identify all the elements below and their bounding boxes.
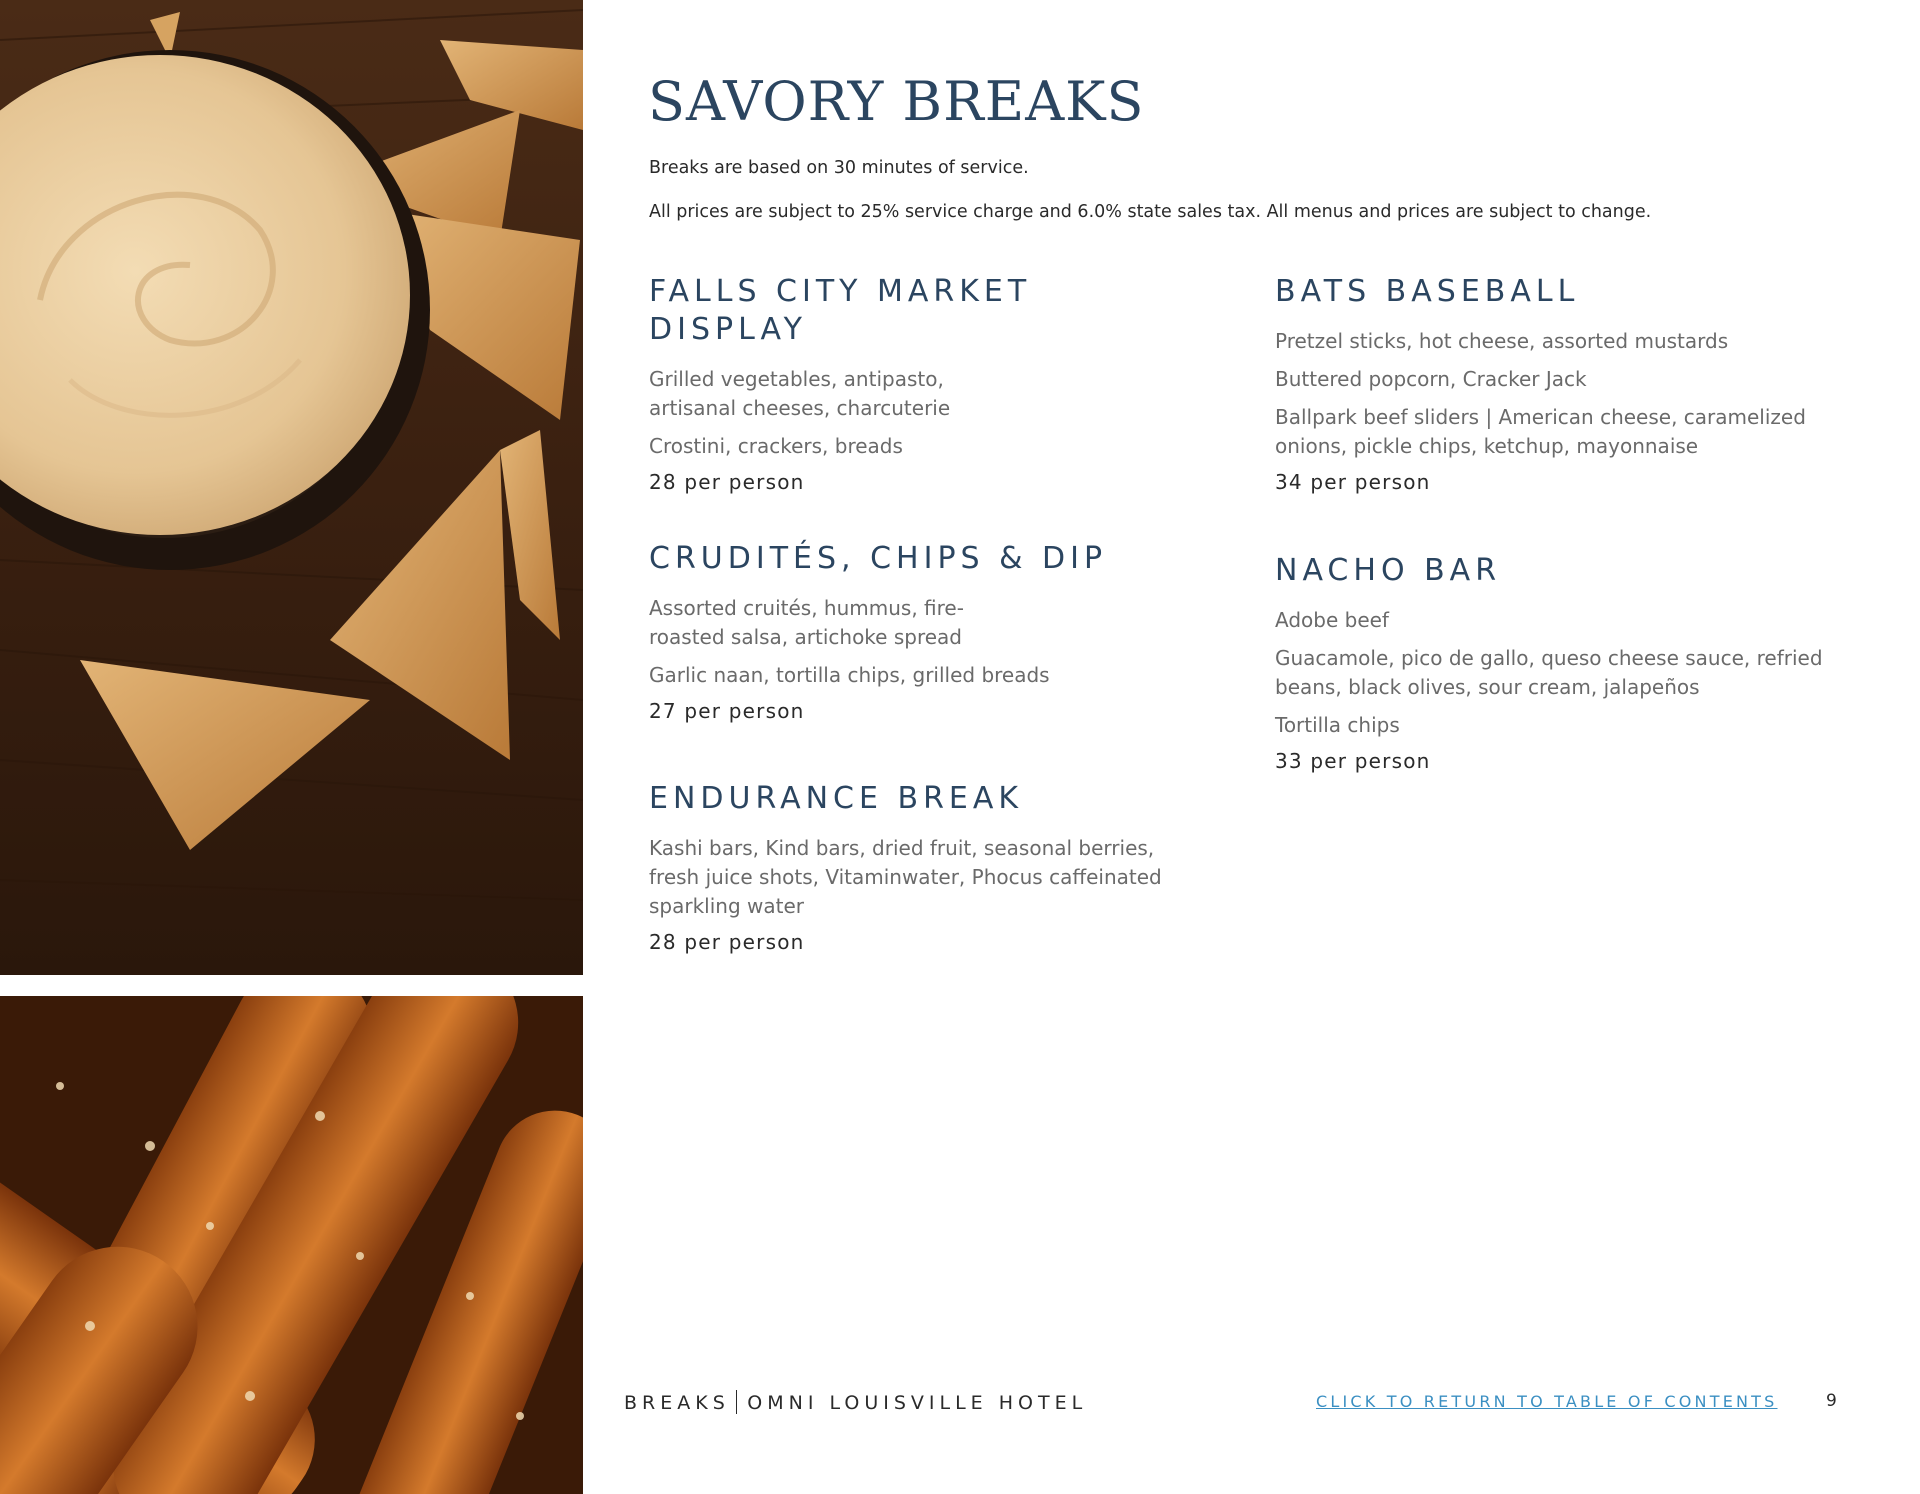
section-title: ENDURANCE BREAK: [649, 781, 1024, 816]
menu-item: Grilled vegetables, antipasto, artisanal cheeses, charcuterie: [649, 367, 951, 420]
price: 28 per person: [649, 930, 805, 954]
pretzels-photo-illustration: [0, 996, 583, 1494]
menu-section-crudites: [649, 540, 1209, 723]
service-note: Breaks are based on 30 minutes of service.: [649, 158, 1029, 178]
menu-item: Adobe beef: [1275, 608, 1389, 632]
menu-section-endurance: [649, 780, 1209, 954]
footer-hotel: OMNI LOUISVILLE HOTEL: [747, 1392, 1088, 1414]
section-title: CRUDITÉS, CHIPS & DIP: [649, 541, 1108, 576]
page-number: 9: [1826, 1391, 1837, 1411]
pretzels-photo: [0, 996, 583, 1494]
section-title: BATS BASEBALL: [1275, 274, 1580, 309]
footer-section: BREAKS: [624, 1392, 730, 1414]
footer-divider: [736, 1390, 738, 1414]
section-title: NACHO BAR: [1275, 553, 1502, 588]
menu-section-bats-baseball: [1275, 273, 1835, 494]
section-title: FALLS CITY MARKET DISPLAY: [649, 274, 1032, 347]
menu-item: Assorted cruités, hummus, fire-roasted salsa, artichoke spread: [649, 596, 964, 649]
hummus-photo: [0, 0, 583, 975]
footer-label: [624, 1390, 1087, 1414]
price: 34 per person: [1275, 470, 1431, 494]
menu-item: Ballpark beef sliders | American cheese, caramelized onions, pickle chips, ketchup, mayonnaise: [1275, 405, 1806, 458]
menu-item: Pretzel sticks, hot cheese, assorted mustards: [1275, 329, 1729, 353]
price: 27 per person: [649, 699, 805, 723]
menu-section-falls-city: [649, 273, 1209, 494]
menu-item: Tortilla chips: [1275, 713, 1400, 737]
menu-item: Guacamole, pico de gallo, queso cheese sauce, refried beans, black olives, sour cream, jalapeños: [1275, 646, 1823, 699]
page-title: SAVORY BREAKS: [648, 70, 1145, 133]
menu-item: Crostini, crackers, breads: [649, 434, 903, 458]
menu-item: Garlic naan, tortilla chips, grilled breads: [649, 663, 1050, 687]
table-of-contents-link[interactable]: CLICK TO RETURN TO TABLE OF CONTENTS: [1316, 1392, 1778, 1411]
price: 28 per person: [649, 470, 805, 494]
menu-item: Buttered popcorn, Cracker Jack: [1275, 367, 1587, 391]
pricing-note: All prices are subject to 25% service charge and 6.0% state sales tax. All menus and prices are subject to change.: [649, 202, 1652, 222]
hummus-photo-illustration: [0, 0, 583, 975]
menu-section-nacho-bar: [1275, 552, 1835, 773]
menu-item: Kashi bars, Kind bars, dried fruit, seasonal berries, fresh juice shots, Vitaminwater, Phocus caffeinated sparkling water: [649, 836, 1162, 918]
price: 33 per person: [1275, 749, 1431, 773]
